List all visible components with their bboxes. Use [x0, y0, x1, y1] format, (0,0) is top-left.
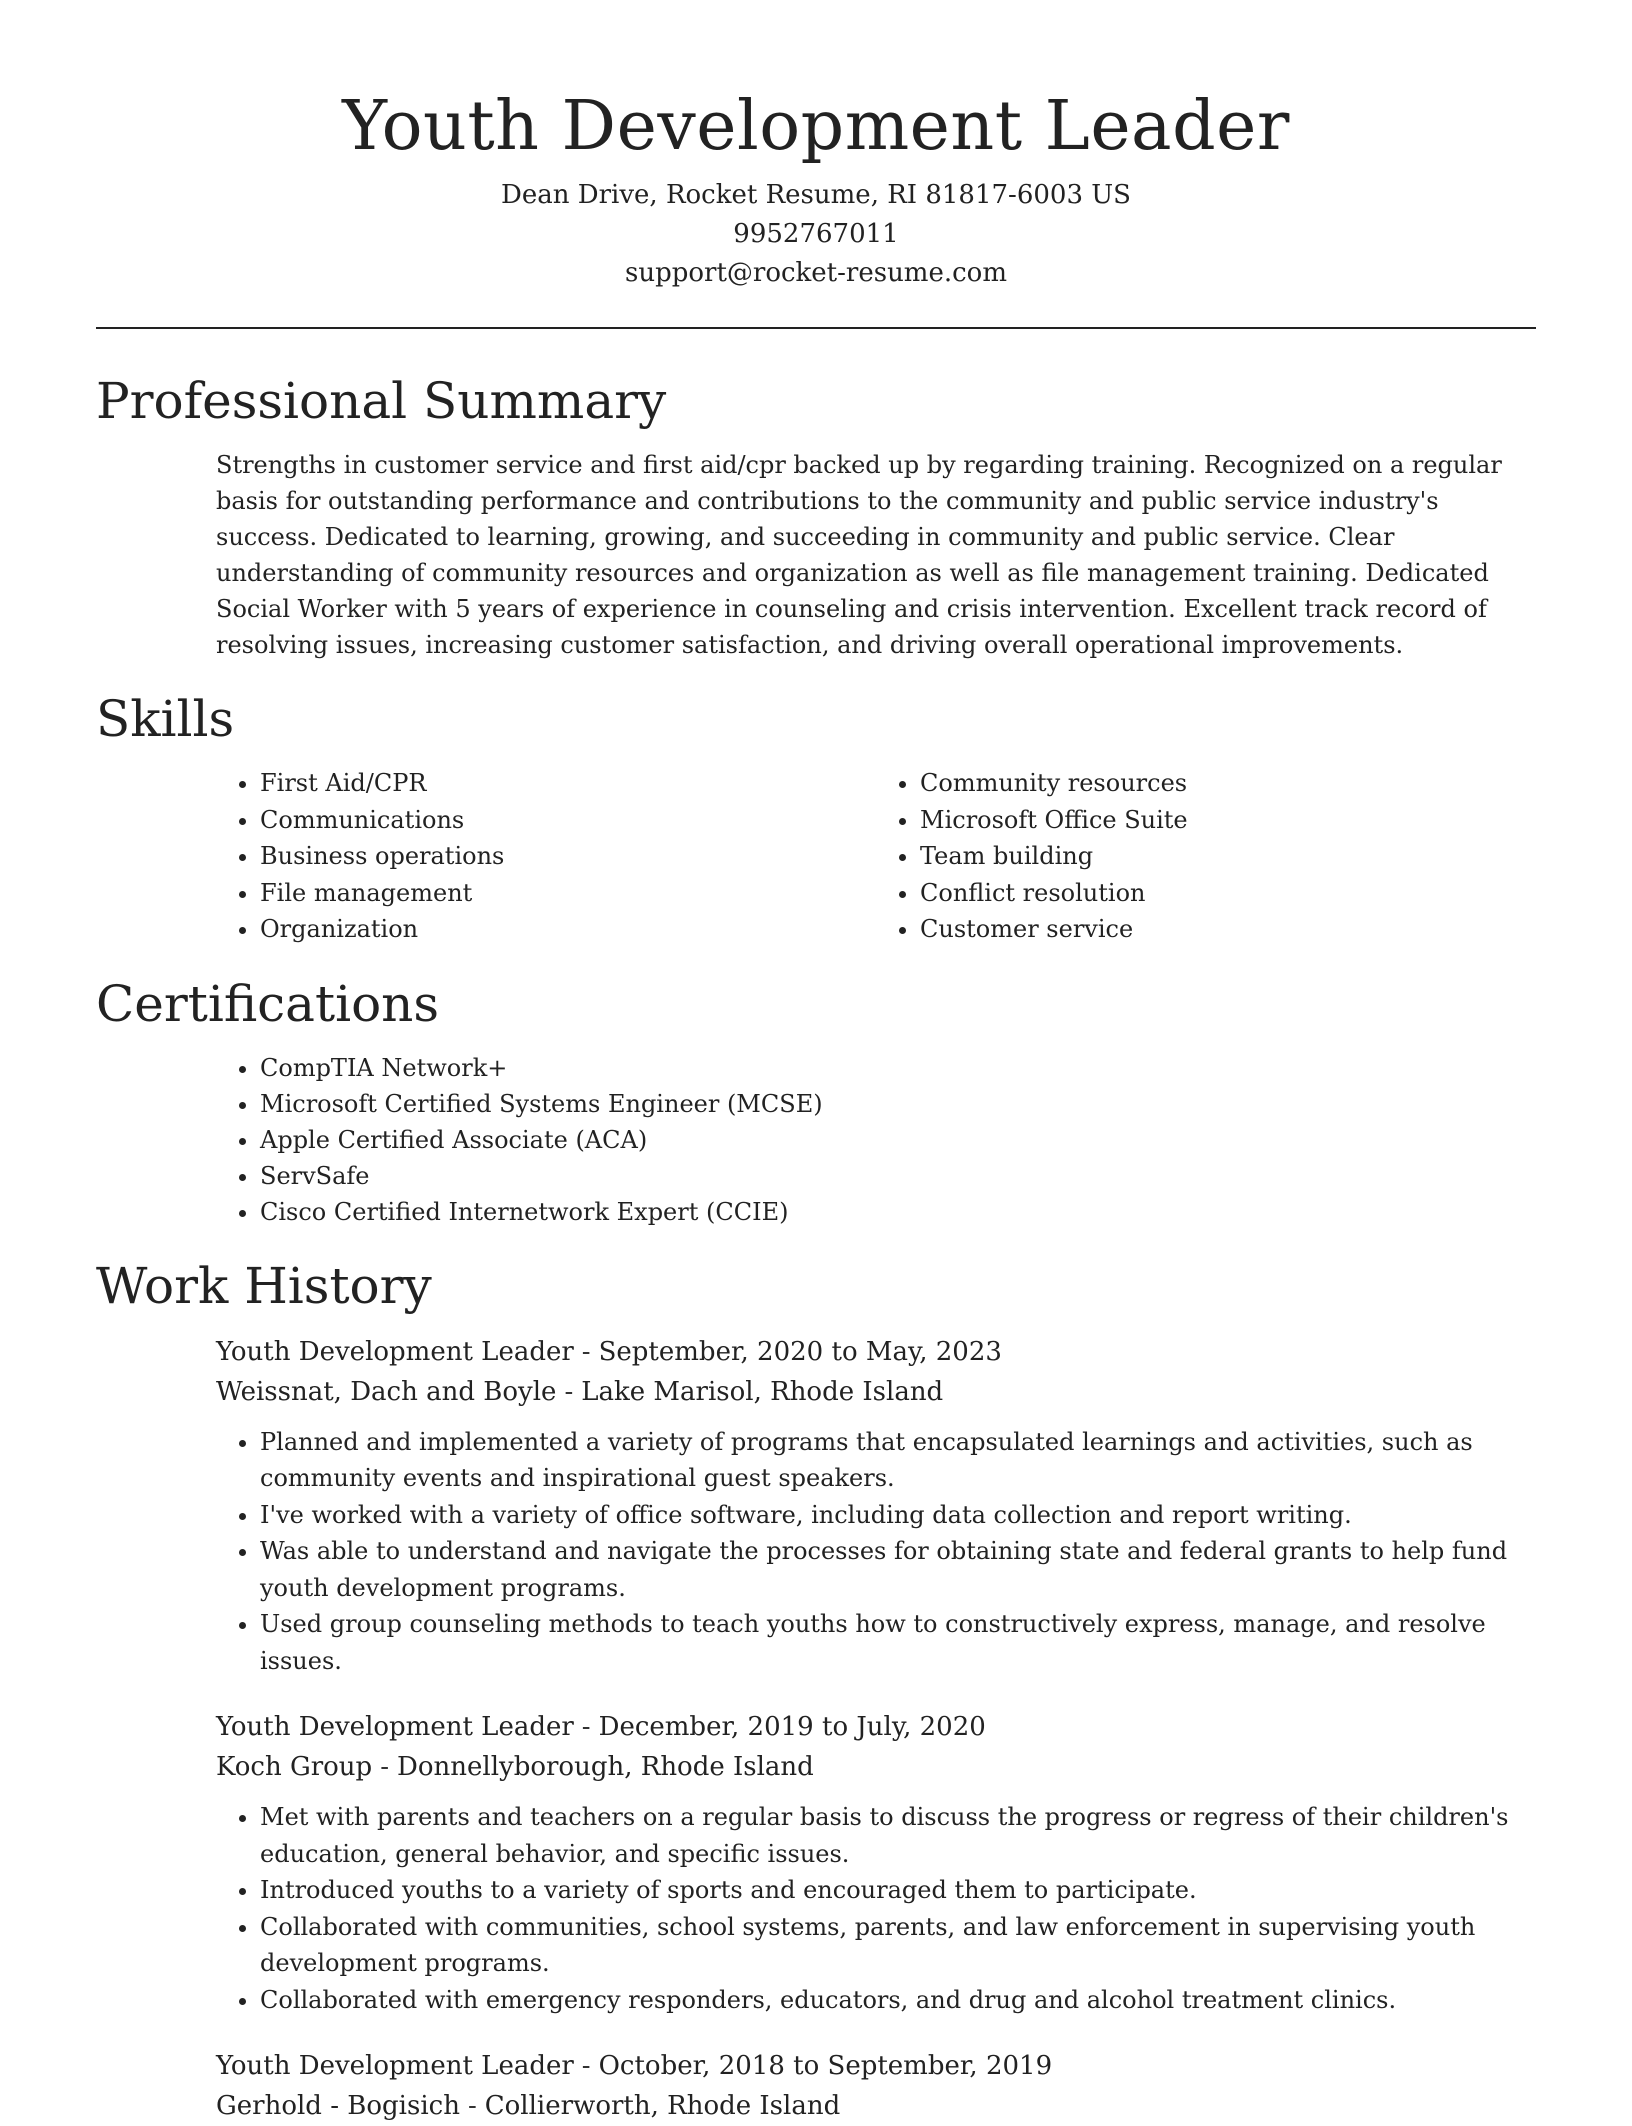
contact-phone: 9952767011 — [96, 215, 1536, 254]
skill-item: • Business operations — [260, 838, 876, 875]
skill-item: • Organization — [260, 911, 876, 948]
job-title-line — [216, 1707, 1536, 1747]
contact-address: Dean Drive, Rocket Resume, RI 81817-6003 US — [96, 176, 1536, 215]
job-separator: - — [460, 2091, 485, 2121]
certifications-list — [216, 1050, 1536, 1230]
header-divider — [96, 327, 1536, 329]
job-title-line — [216, 1332, 1536, 1372]
job-bullet: • Used group counseling methods to teach youths how to constructively express, manage, and resolve issues. — [260, 1606, 1550, 1679]
job-separator: - — [574, 1337, 599, 1367]
skill-item: • First Aid/CPR — [260, 765, 876, 802]
job-bullet: • I've worked with a variety of office software, including data collection and report writing. — [260, 1497, 1550, 1534]
job-role: Youth Development Leader — [216, 1337, 574, 1367]
job-bullet: • Was able to understand and navigate the processes for obtaining state and federal grants to help fund youth development programs. — [260, 1533, 1550, 1606]
skill-item: • Microsoft Office Suite — [920, 802, 1536, 839]
job-bullet: • Collaborated with communities, school systems, parents, and law enforcement in supervising youth development programs. — [260, 1909, 1550, 1982]
job-dates: September, 2020 to May, 2023 — [599, 1337, 1002, 1367]
job-bullet: • Met with parents and teachers on a regular basis to discuss the progress or regress of their children's education, general behavior, and specific issues. — [260, 1799, 1550, 1872]
job-bullet: • Introduced youths to a variety of sports and encouraged them to participate. — [260, 1872, 1550, 1909]
job-entry — [216, 1332, 1536, 1680]
contact-block — [96, 176, 1536, 293]
skills-column-left — [216, 765, 876, 948]
work-history-heading: Work History — [96, 1254, 1536, 1318]
skill-item: • Community resources — [920, 765, 1536, 802]
certifications-section — [96, 972, 1536, 1230]
job-bullet: • Planned and implemented a variety of programs that encapsulated learnings and activities, such as community events and inspirational guest speakers. — [260, 1424, 1550, 1497]
resume-name: Youth Development Leader — [96, 0, 1536, 170]
job-company-line — [216, 2086, 1536, 2126]
job-bullet: • Collaborated with emergency responders, educators, and drug and alcohol treatment clinics. — [260, 1982, 1550, 2019]
job-location: Donnellyborough, Rhode Island — [397, 1752, 814, 1782]
skills-grid — [216, 765, 1536, 948]
job-bullets — [216, 1424, 1550, 1680]
job-location: Lake Marisol, Rhode Island — [581, 1377, 943, 1407]
job-role: Youth Development Leader — [216, 2051, 574, 2081]
job-company: Gerhold - Bogisich — [216, 2091, 460, 2121]
certification-item: • Microsoft Certified Systems Engineer (MCSE) — [260, 1086, 1536, 1122]
job-company: Weissnat, Dach and Boyle — [216, 1377, 556, 1407]
job-role: Youth Development Leader — [216, 1712, 574, 1742]
certification-item: • CompTIA Network+ — [260, 1050, 1536, 1086]
job-company: Koch Group — [216, 1752, 372, 1782]
job-bullets — [216, 1799, 1550, 2018]
job-separator: - — [574, 1712, 599, 1742]
skill-item: • Conflict resolution — [920, 875, 1536, 912]
skill-item: • Customer service — [920, 911, 1536, 948]
contact-email: support@rocket-resume.com — [96, 254, 1536, 293]
skills-heading: Skills — [96, 687, 1536, 751]
summary-heading: Professional Summary — [96, 369, 1536, 433]
summary-section — [96, 369, 1536, 663]
skill-item: • Team building — [920, 838, 1536, 875]
skills-section — [96, 687, 1536, 948]
summary-text: Strengths in customer service and first aid/cpr backed up by regarding training. Recognized on a regular basis for outstanding performance and contributions to the community and public service industry's success. Dedicated to learning, growing, and succeeding in community and public service. Clear understanding of community resources and organization as well as file management training. Dedicated Social Worker with 5 years of experience in counseling and crisis intervention. Excellent track record of resolving issues, increasing customer satisfaction, and driving overall operational improvements. — [216, 447, 1542, 663]
work-history-section — [96, 1254, 1536, 2126]
job-location: Collierworth, Rhode Island — [485, 2091, 840, 2121]
certification-item: • Apple Certified Associate (ACA) — [260, 1122, 1536, 1158]
skill-item: • File management — [260, 875, 876, 912]
certification-item: • Cisco Certified Internetwork Expert (CCIE) — [260, 1194, 1536, 1230]
skills-column-right — [876, 765, 1536, 948]
job-company-line — [216, 1372, 1536, 1412]
job-dates: December, 2019 to July, 2020 — [599, 1712, 986, 1742]
job-separator: - — [574, 2051, 599, 2081]
job-dates: October, 2018 to September, 2019 — [599, 2051, 1053, 2081]
job-separator: - — [372, 1752, 397, 1782]
certification-item: • ServSafe — [260, 1158, 1536, 1194]
job-title-line — [216, 2046, 1536, 2086]
resume-page — [96, 0, 1536, 2126]
job-entry — [216, 2046, 1536, 2126]
job-company-line — [216, 1747, 1536, 1787]
skill-item: • Communications — [260, 802, 876, 839]
certifications-heading: Certifications — [96, 972, 1536, 1036]
job-entry — [216, 1707, 1536, 2018]
job-separator: - — [556, 1377, 581, 1407]
